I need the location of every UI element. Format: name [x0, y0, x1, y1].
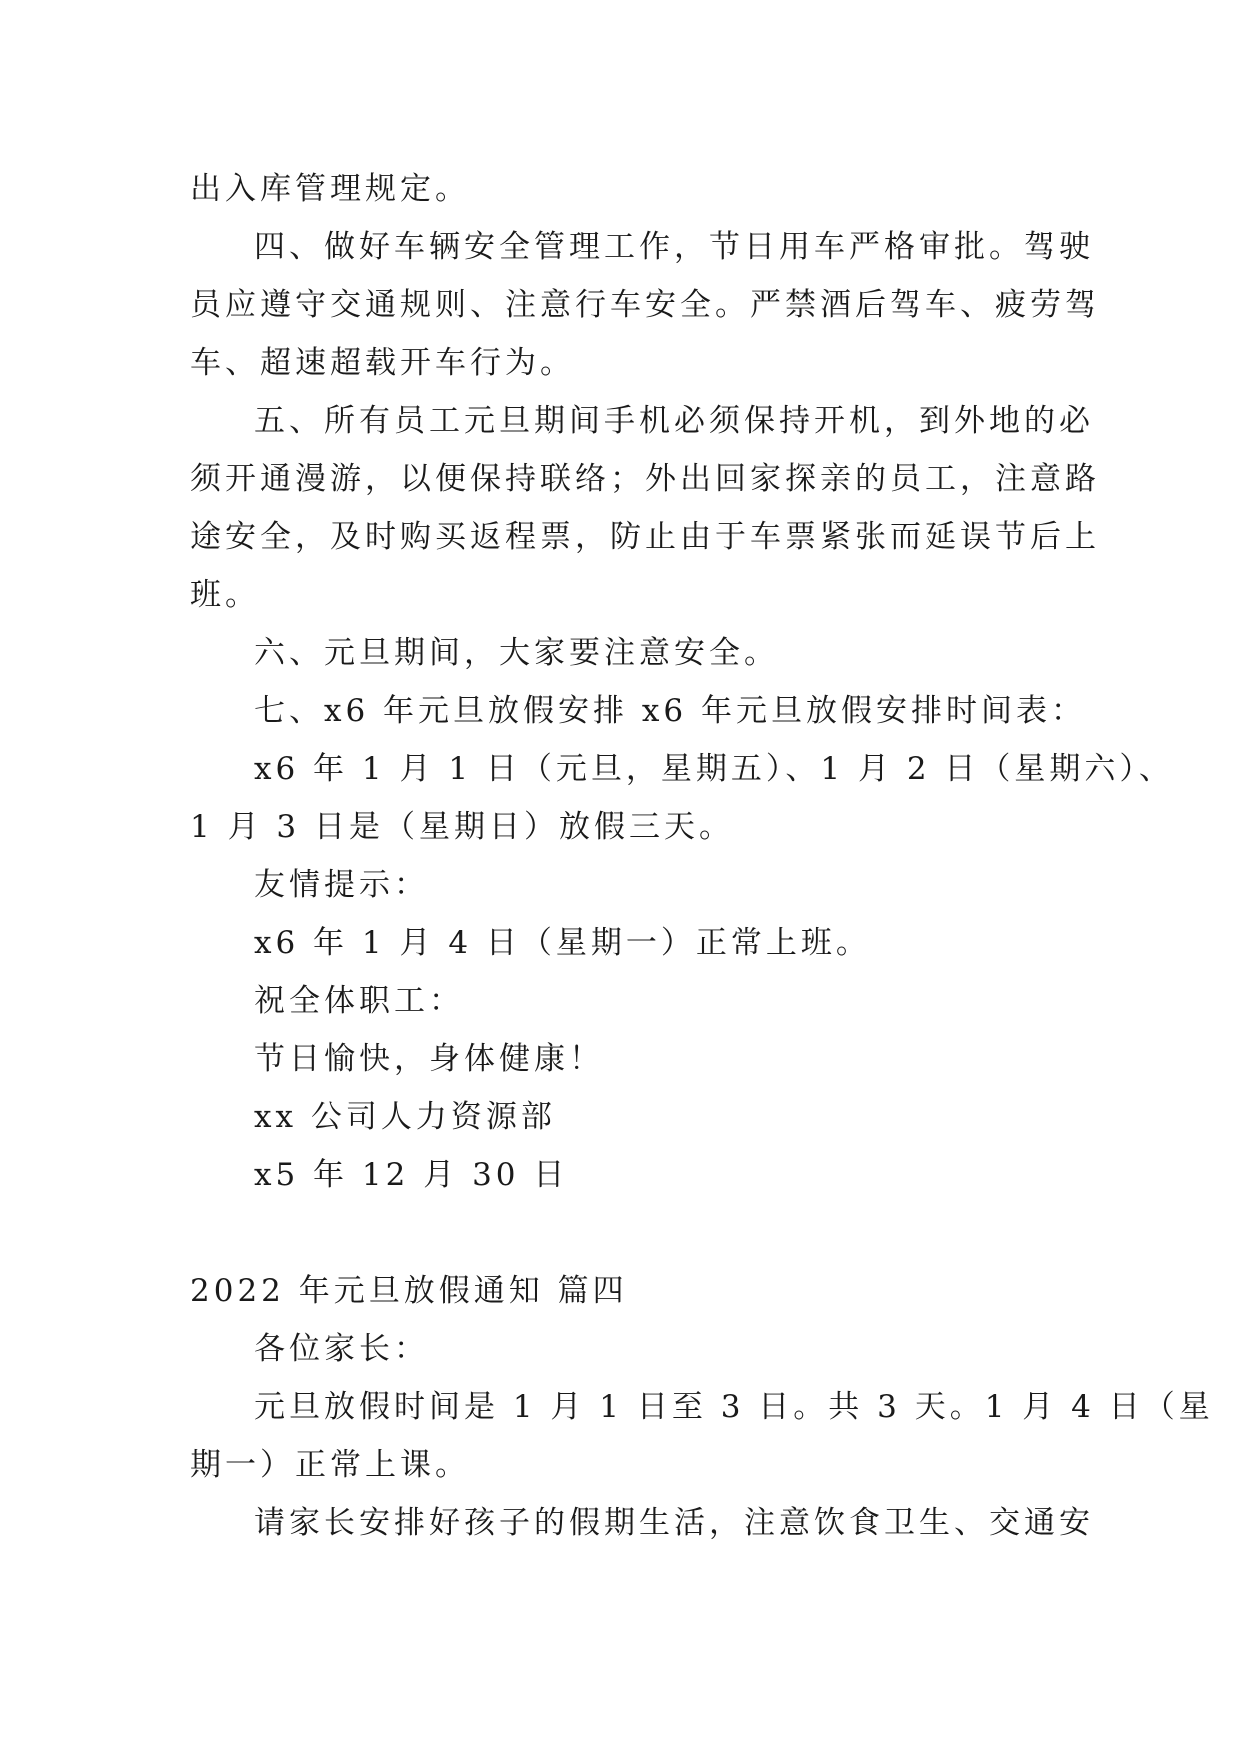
paragraph-line: 班。 — [190, 577, 260, 613]
paragraph-line: 四、做好车辆安全管理工作，节日用车严格审批。驾驶 — [254, 229, 1094, 265]
paragraph-line: 各位家长： — [254, 1331, 429, 1367]
paragraph-line: 友情提示： — [254, 867, 429, 903]
section-gap — [190, 1204, 1070, 1262]
paragraph-line: 出入库管理规定。 — [190, 171, 470, 207]
paragraph-line: 元旦放假时间是 1 月 1 日至 3 日。共 3 天。1 月 4 日（星 — [254, 1389, 1214, 1425]
paragraph-line: 六、元旦期间，大家要注意安全。 — [254, 635, 779, 671]
date-line: x5 年 12 月 30 日 — [254, 1157, 569, 1193]
paragraph-line: 祝全体职工： — [254, 983, 464, 1019]
paragraph-line: 五、所有员工元旦期间手机必须保持开机，到外地的必 — [254, 403, 1094, 439]
paragraph-line: 节日愉快，身体健康！ — [254, 1041, 604, 1077]
signature-line: xx 公司人力资源部 — [254, 1099, 556, 1135]
paragraph-line: 期一）正常上课。 — [190, 1447, 470, 1483]
paragraph-line: 七、x6 年元旦放假安排 x6 年元旦放假安排时间表： — [254, 693, 1086, 729]
paragraph-line: x6 年 1 月 4 日（星期一）正常上班。 — [254, 925, 871, 961]
paragraph-line: 请家长安排好孩子的假期生活，注意饮食卫生、交通安 — [254, 1505, 1094, 1541]
paragraph-line: 1 月 3 日是（星期日）放假三天。 — [190, 809, 735, 845]
section-heading: 2022 年元旦放假通知 篇四 — [190, 1273, 628, 1309]
document-body — [190, 160, 1214, 1552]
paragraph-line: 途安全，及时购买返程票，防止由于车票紧张而延误节后上 — [190, 519, 1100, 555]
paragraph-line: 须开通漫游，以便保持联络；外出回家探亲的员工，注意路 — [190, 461, 1100, 497]
paragraph-line: 车、超速超载开车行为。 — [190, 345, 575, 381]
paragraph-line: x6 年 1 月 1 日（元旦，星期五）、1 月 2 日（星期六）、 — [254, 751, 1174, 787]
paragraph-line: 员应遵守交通规则、注意行车安全。严禁酒后驾车、疲劳驾 — [190, 287, 1100, 323]
